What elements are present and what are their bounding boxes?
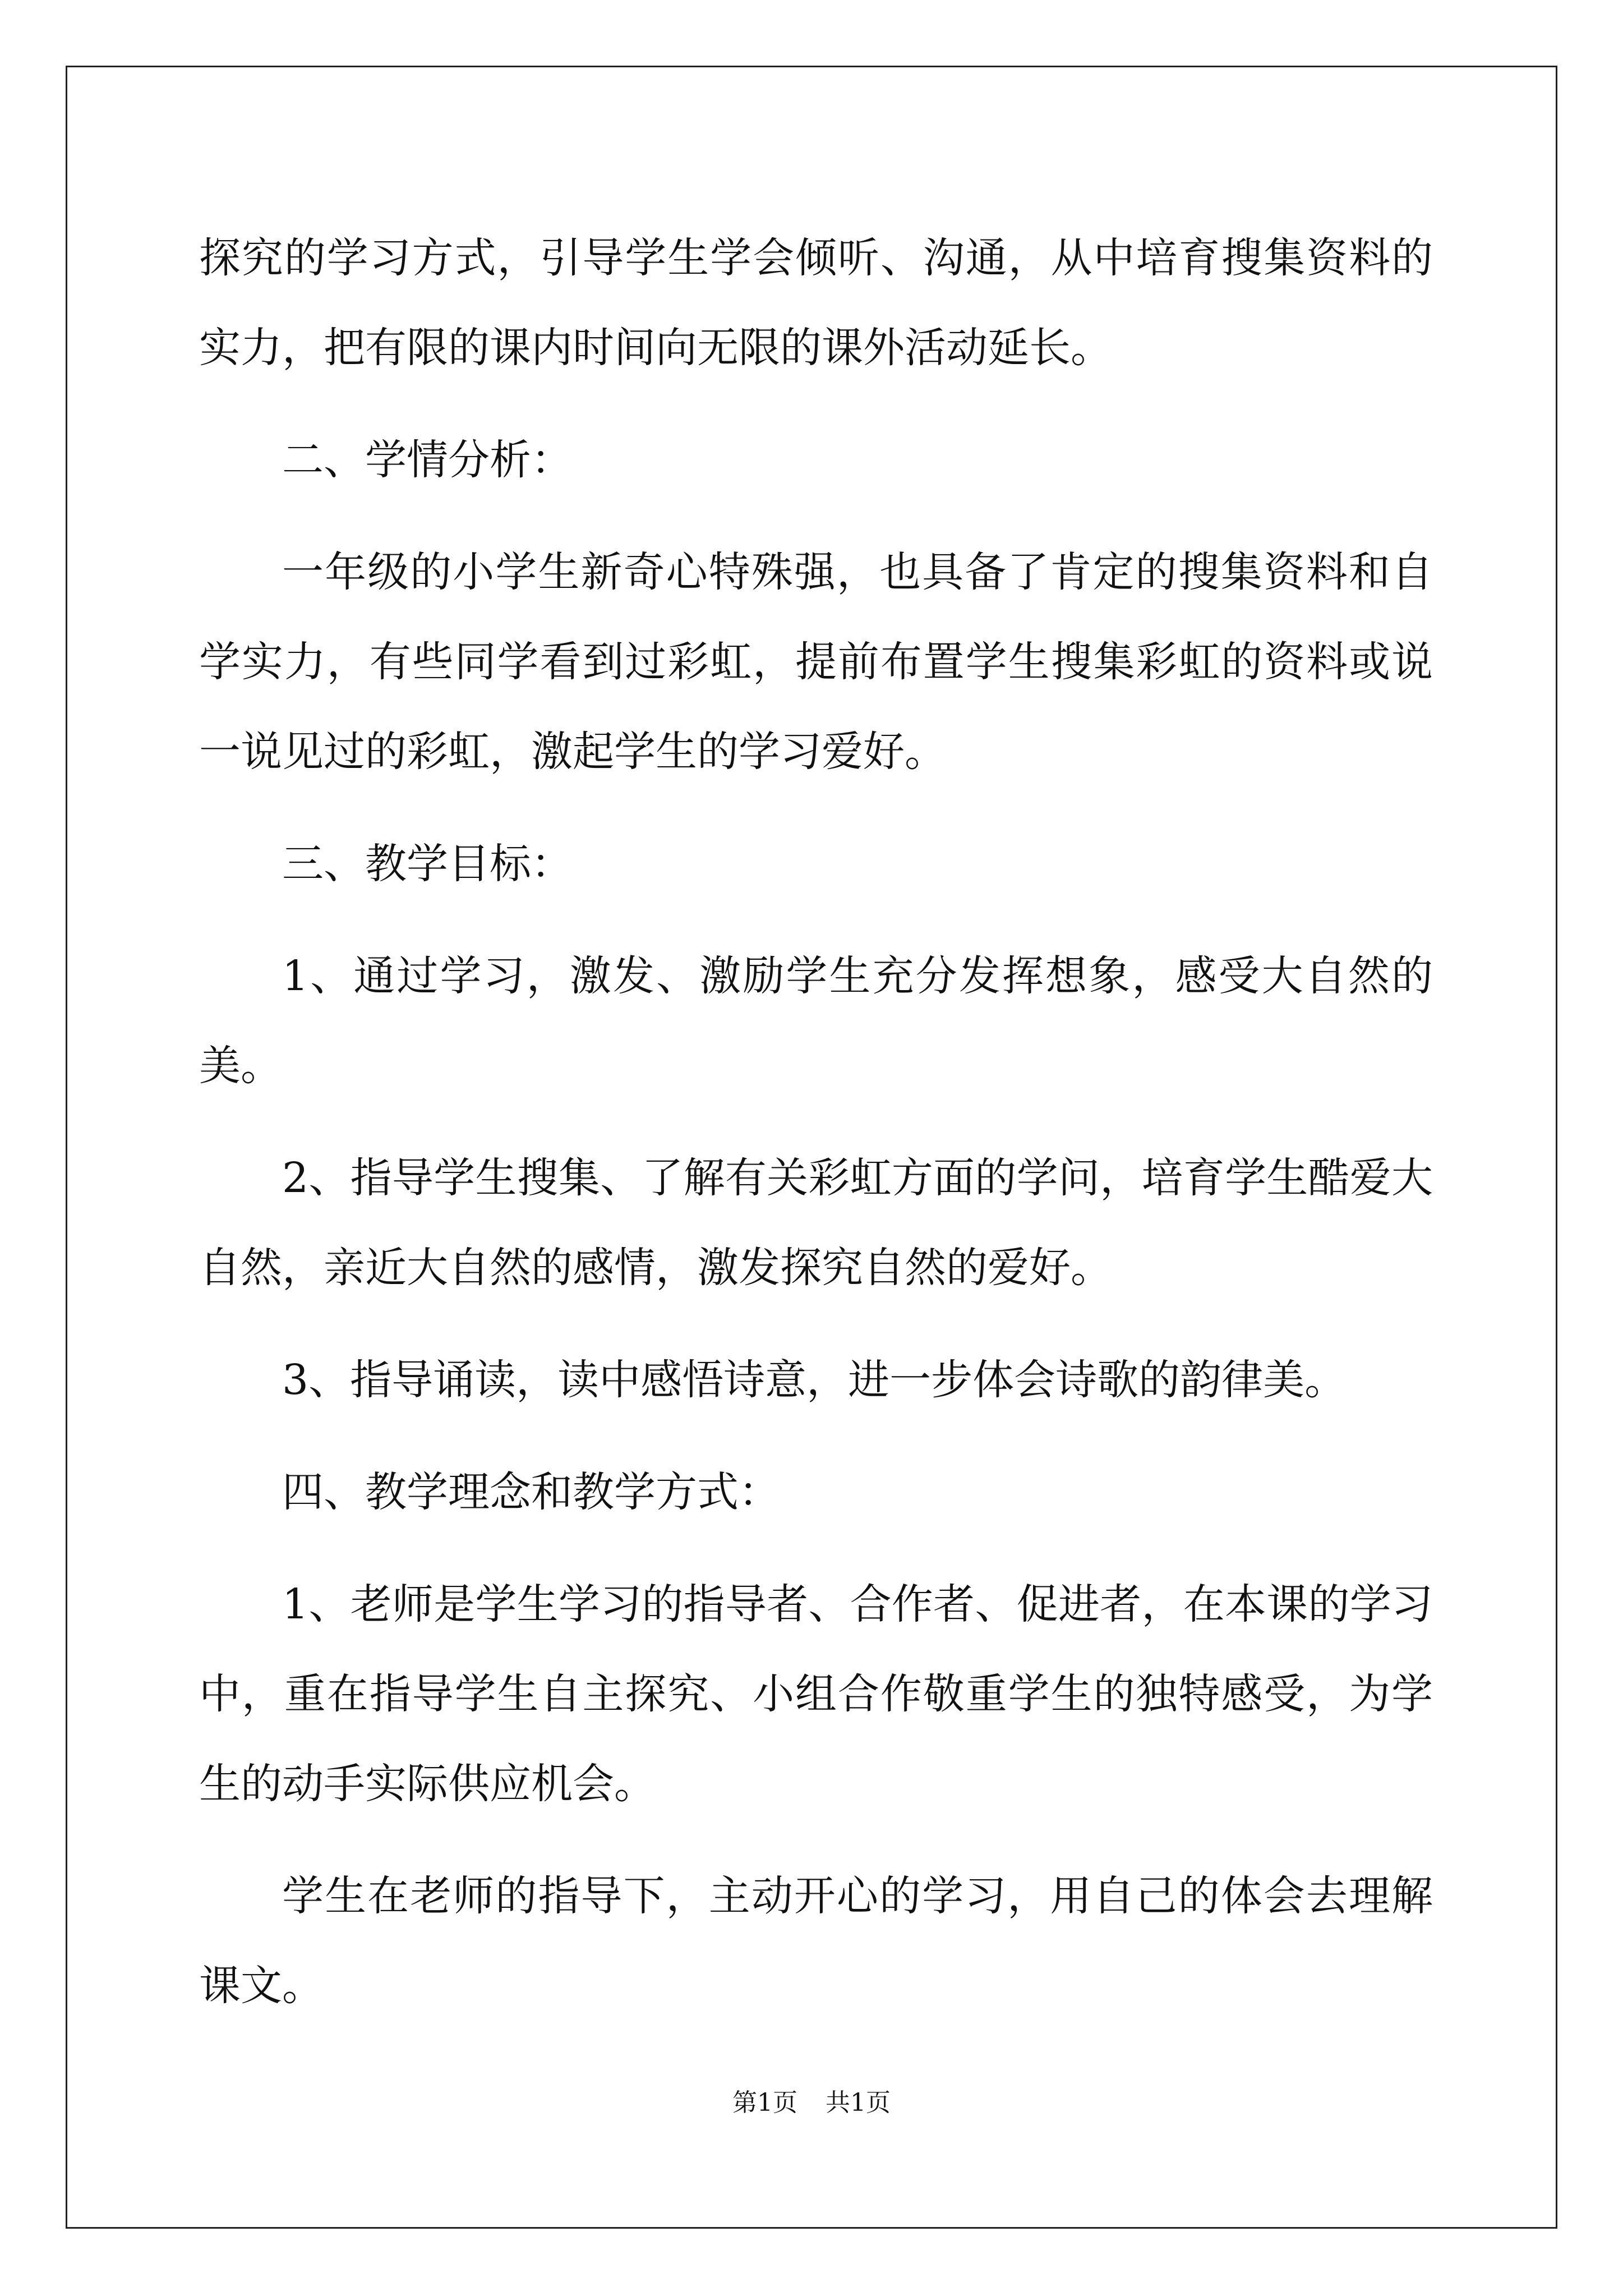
- page-footer: [0, 2082, 1623, 2118]
- paragraph: 探究的学习方式，引导学生学会倾听、沟通，从中培育搜集资料的实力，把有限的课内时间向无限的课外活动延长。: [199, 234, 1433, 372]
- page-number-total: 共1页: [826, 2088, 891, 2117]
- paragraph: 学生在老师的指导下，主动开心的学习，用自己的体会去理解课文。: [199, 1872, 1433, 2010]
- section-heading: 二、学情分析：: [282, 436, 573, 484]
- list-item: 1、老师是学生学习的指导者、合作者、促进者，在本课的学习中，重在指导学生自主探究、小组合作敬重学生的独特感受，为学生的动手实际供应机会。: [199, 1580, 1433, 1808]
- section-heading: 三、教学目标：: [282, 840, 573, 888]
- list-item: 1、通过学习，激发、激励学生充分发挥想象，感受大自然的美。: [199, 952, 1433, 1090]
- list-item: 2、指导学生搜集、了解有关彩虹方面的学问，培育学生酷爱大自然，亲近大自然的感情，激发探究自然的爱好。: [199, 1154, 1433, 1292]
- page-number-current: 第1页: [732, 2088, 797, 2117]
- list-item: 3、指导诵读，读中感悟诗意，进一步体会诗歌的韵律美。: [282, 1356, 1347, 1404]
- section-heading: 四、教学理念和教学方式：: [282, 1468, 780, 1516]
- paragraph: 一年级的小学生新奇心特殊强，也具备了肯定的搜集资料和自学实力，有些同学看到过彩虹，提前布置学生搜集彩虹的资料或说一说见过的彩虹，激起学生的学习爱好。: [199, 548, 1433, 776]
- document-body: [199, 213, 1433, 2053]
